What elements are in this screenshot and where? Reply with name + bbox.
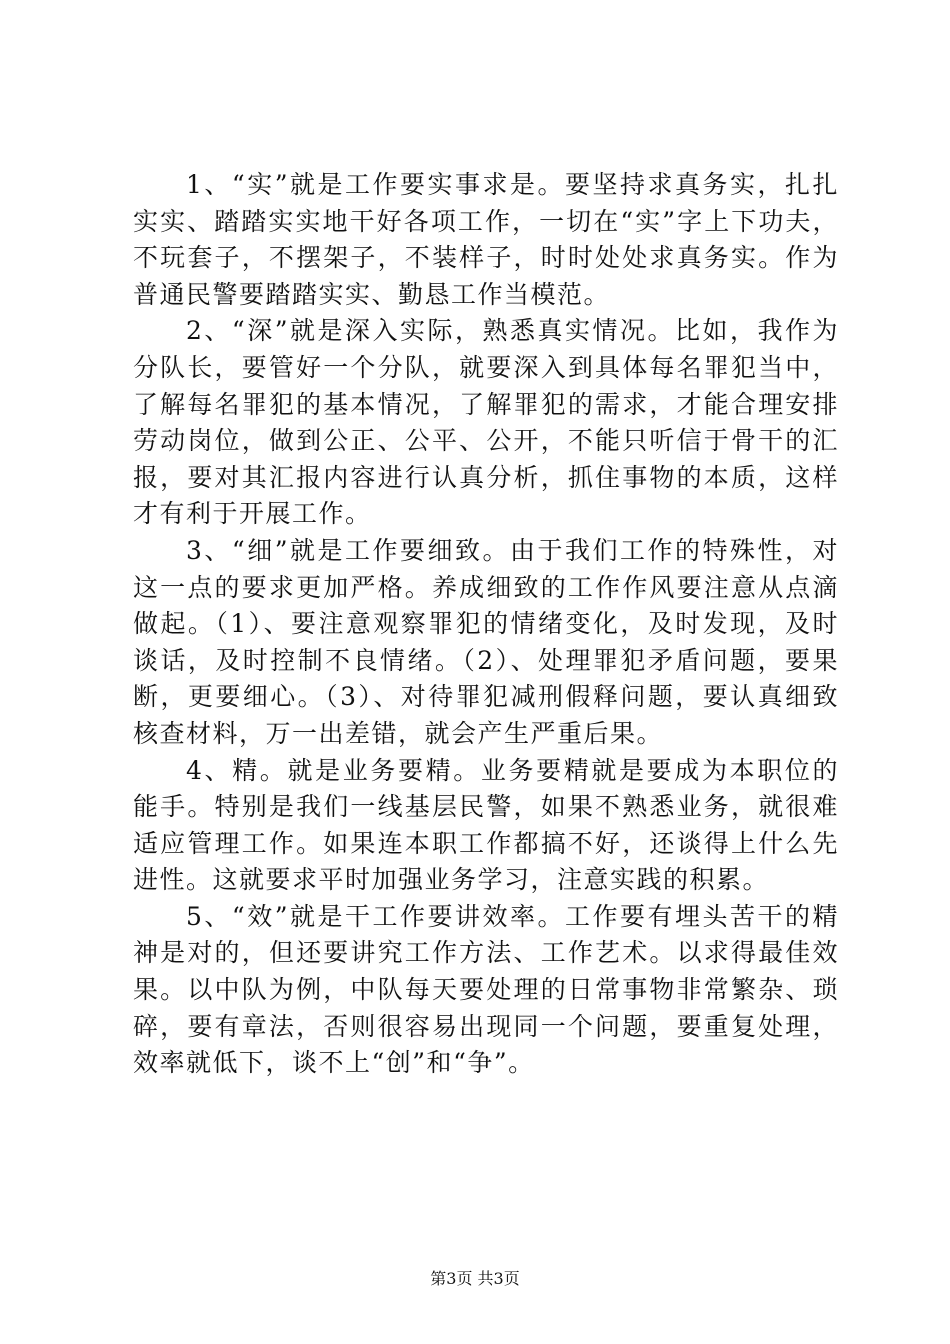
paragraph-xi: 3、“细”就是工作要细致。由于我们工作的特殊性，对这一点的要求更加严格。养成细致的工作作风要注意从点滴做起。（1）、要注意观察罪犯的情绪变化，及时发现，及时谈话，及时控制不良情绪。（2）、处理罪犯矛盾问题，要果断，更要细心。（3）、对待罪犯减刑假释问题，要认真细致核查材料，万一出差错，就会产生严重后果。 (133, 535, 839, 748)
paragraph-xiao: 5、“效”就是干工作要讲效率。工作要有埋头苦干的精神是对的，但还要讲究工作方法、工作艺术。以求得最佳效果。以中队为例，中队每天要处理的日常事物非常繁杂、琐碎，要有章法，否则很容易出现同一个问题，要重复处理，效率就低下，谈不上“创”和“争”。 (133, 901, 839, 1078)
paragraph-shi: 1、“实”就是工作要实事求是。要坚持求真务实，扎扎实实、踏踏实实地干好各项工作，一切在“实”字上下功夫，不玩套子，不摆架子，不装样子，时时处处求真务实。作为普通民警要踏踏实实、勤恳工作当模范。 (133, 170, 839, 309)
paragraph-shen: 2、“深”就是深入实际，熟悉真实情况。比如，我作为分队长，要管好一个分队，就要深入到具体每名罪犯当中，了解每名罪犯的基本情况，了解罪犯的需求，才能合理安排劳动岗位，做到公正、公平、公开，不能只听信于骨干的汇报，要对其汇报内容进行认真分析，抓住事物的本质，这样才有利于开展工作。 (133, 316, 839, 529)
document-body (133, 167, 839, 1082)
paragraph-jing: 4、精。就是业务要精。业务要精就是要成为本职位的能手。特别是我们一线基层民警，如果不熟悉业务，就很难适应管理工作。如果连本职工作都搞不好，还谈得上什么先进性。这就要求平时加强业务学习，注意实践的积累。 (133, 755, 839, 895)
page-footer: 第3页 共3页 (430, 1269, 520, 1288)
